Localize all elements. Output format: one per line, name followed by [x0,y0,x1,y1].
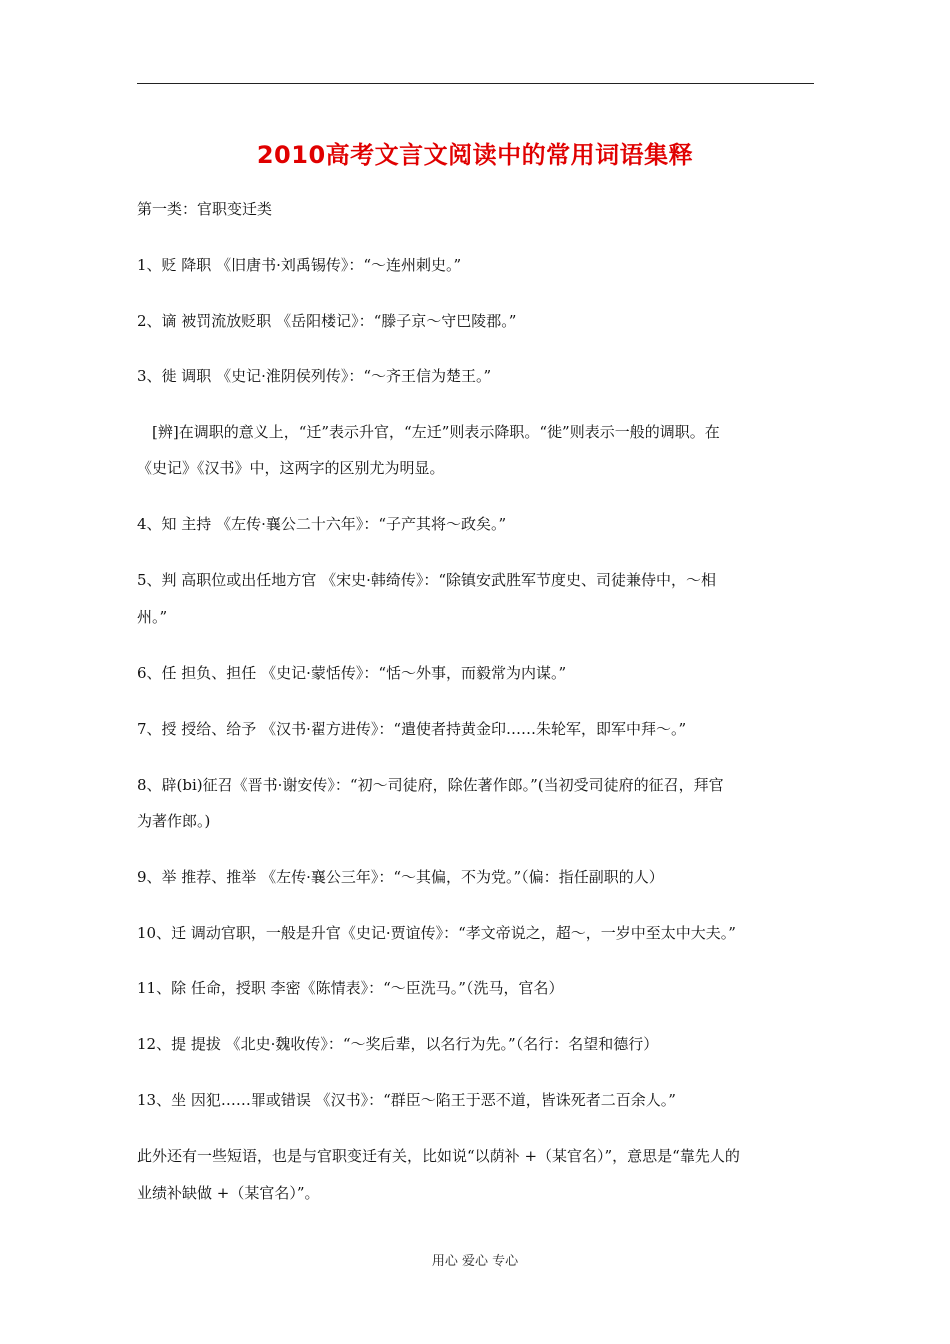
page-footer: 用心 爱心 专心 [431,1254,519,1269]
entry-line: 10、迁 调动官职，一般是升官《史记·贾谊传》：“孝文帝说之，超～，一岁中至太中大夫。” [137,924,736,942]
entry-line: 3、徙 调职 《史记·淮阴侯列传》：“～齐王信为楚王。” [137,367,492,385]
page-title: 2010高考文言文阅读中的常用词语集释 [256,141,694,169]
entry-line: 1、贬 降职 《旧唐书·刘禹锡传》：“～连州刺史。” [137,256,462,274]
entry-line: 5、判 高职位或出任地方官 《宋史·韩绮传》：“除镇安武胜军节度史、司徒兼侍中，～相 [137,571,717,589]
entry-line: 4、知 主持 《左传·襄公二十六年》：“子产其将～政矣。” [137,515,507,533]
note-line: 《史记》《汉书》中，这两字的区别尤为明显。 [137,459,445,477]
entry-line: 11、除 任命，授职 李密《陈情表》：“～臣洗马。”（洗马，官名） [137,979,564,997]
entry-line: 为著作郎。) [137,812,211,830]
entry-line: 8、辟(bi)征召《晋书·谢安传》：“初～司徒府，除佐著作郎。”(当初受司徒府的征召，拜官 [137,776,724,794]
closing-line: 此外还有一些短语，也是与官职变迁有关，比如说“以荫补 +（某官名）”，意思是“靠先人的 [137,1147,740,1165]
entry-line: 州。” [137,608,168,626]
entry-line: 12、提 提拔 《北史·魏收传》：“～奖后辈，以名行为先。”（名行：名望和德行） [137,1035,659,1053]
section-heading: 第一类：官职变迁类 [137,200,273,218]
closing-line: 业绩补缺做 +（某官名）”。 [137,1184,320,1202]
entry-line: 7、授 授给、给予 《汉书·翟方进传》：“遣使者持黄金印……朱轮军，即军中拜～。” [137,720,687,738]
note-line: [辨]在调职的意义上，“迁”表示升官，“左迁”则表示降职。“徙”则表示一般的调职。在 [152,423,720,441]
entry-line: 9、举 推荐、推举 《左传·襄公三年》：“～其偏，不为党。”（偏：指任副职的人） [137,868,664,886]
entry-line: 6、任 担负、担任 《史记·蒙恬传》：“恬～外事，而毅常为内谋。” [137,664,567,682]
entry-line: 13、坐 因犯……罪或错误 《汉书》：“群臣～陷王于恶不道，皆诛死者二百余人。” [137,1091,676,1109]
entry-line: 2、谪 被罚流放贬职 《岳阳楼记》：“滕子京～守巴陵郡。” [137,312,517,330]
header-rule [137,83,814,84]
